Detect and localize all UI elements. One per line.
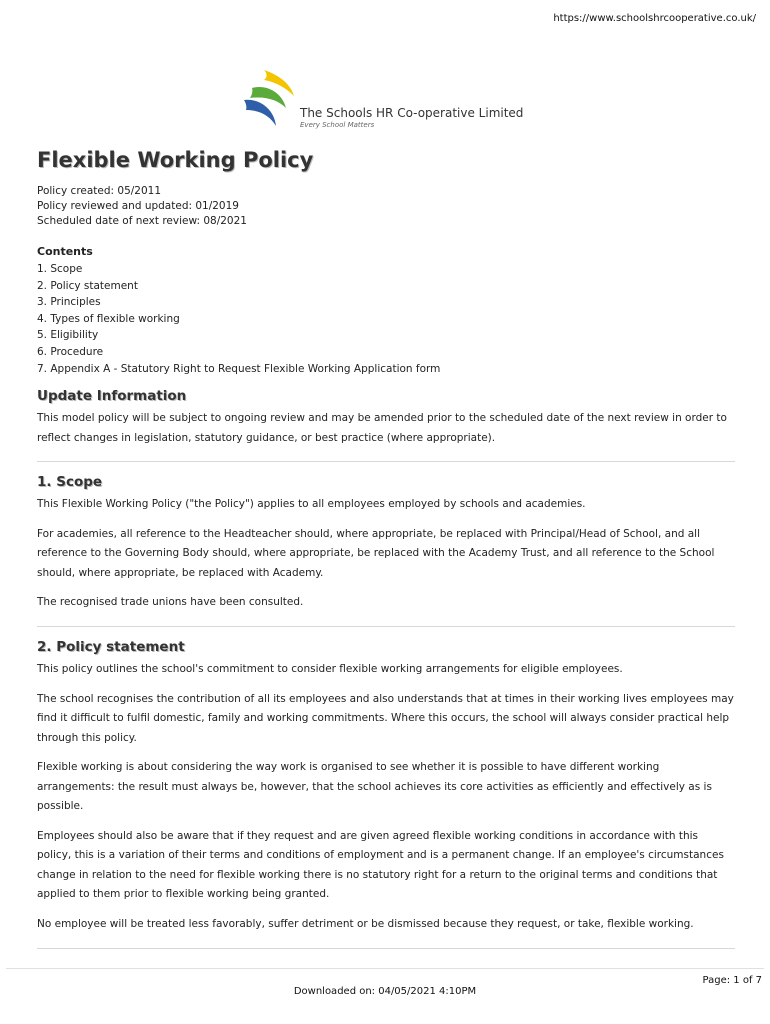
update-paragraph: This model policy will be subject to ongoing review and may be amended prior to the scheduled date of the next review in order to reflect changes in legislation, statutory guidance, or best practice (where appropriate).: [37, 412, 727, 444]
contents-item: 4. Types of flexible working: [37, 312, 180, 325]
section-divider: [37, 948, 735, 949]
leaf-logo-icon: [242, 68, 302, 138]
logo-tagline: Every School Matters: [300, 121, 375, 129]
source-url: https://www.schoolshrcooperative.co.uk/: [553, 13, 756, 24]
footer-divider: [6, 968, 764, 969]
scope-paragraph: The recognised trade unions have been consulted.: [37, 596, 304, 608]
statement-paragraph: No employee will be treated less favorably, suffer detriment or be dismissed because they request, or take, flexible working.: [37, 917, 694, 930]
contents-item: 5. Eligibility: [37, 329, 99, 342]
company-logo: [242, 68, 542, 138]
page-number: Page: 1 of 7: [702, 975, 762, 986]
contents-item: 2. Policy statement: [37, 279, 138, 292]
section-scope: [37, 473, 735, 613]
download-timestamp: Downloaded on: 04/05/2021 4:10PM: [293, 986, 477, 997]
section-divider: [37, 461, 735, 462]
scope-heading: 1. Scope: [37, 474, 103, 490]
scope-paragraph: For academies, all reference to the Headteacher should, where appropriate, be replaced with Principal/Head of School, and all reference to the Governing Body should, where appropriate, be replaced with the Academy Trust, and all reference to the School should, where appropriate, be replaced with Academy.: [37, 527, 715, 579]
update-heading: Update Information: [37, 388, 187, 404]
meta-created: Policy created: 05/2011: [37, 185, 162, 197]
statement-paragraph: Employees should also be aware that if they request and are given agreed flexible working conditions in accordance with this policy, this is a variation of their terms and conditions of employment and is a permanent change. If an employee's circumstances change in relation to the need for flexible working there is no statutory right for a return to the original terms and conditions that applied to them prior to flexible working being granted.: [37, 829, 724, 900]
contents-item: 6. Procedure: [37, 345, 104, 358]
logo-name: The Schools HR Co-operative Limited: [300, 106, 524, 120]
section-policy-statement: [37, 638, 735, 934]
scope-paragraph: This Flexible Working Policy ("the Policy") applies to all employees employed by schools and academies.: [37, 498, 586, 510]
document-body: [37, 148, 735, 930]
statement-paragraph: This policy outlines the school's commitment to consider flexible working arrangements for eligible employees.: [37, 663, 623, 675]
page-title: Flexible Working Policy: [37, 148, 314, 172]
contents-item: 1. Scope: [37, 263, 83, 275]
statement-paragraph: Flexible working is about considering the way work is organised to see whether it is possible to have different working arrangements: the result must always be, however, that the school achieves its core activities as efficiently and effectively as is possible.: [37, 761, 712, 812]
meta-next-review: Scheduled date of next review: 08/2021: [37, 215, 247, 227]
meta-reviewed: Policy reviewed and updated: 01/2019: [37, 200, 239, 212]
section-update: [37, 387, 735, 448]
contents-item: 3. Principles: [37, 296, 101, 309]
section-divider: [37, 626, 735, 627]
contents-heading: Contents: [37, 245, 93, 258]
contents-list: [37, 261, 735, 377]
contents-item: 7. Appendix A - Statutory Right to Request Flexible Working Application form: [37, 362, 441, 375]
policy-meta: [37, 184, 735, 229]
statement-heading: 2. Policy statement: [37, 639, 185, 655]
statement-paragraph: The school recognises the contribution of all its employees and also understands that at times in their working lives employees may find it difficult to fulfil domestic, family and working commitments. Where this occurs, the school will always consider practical help through this policy.: [37, 692, 734, 744]
